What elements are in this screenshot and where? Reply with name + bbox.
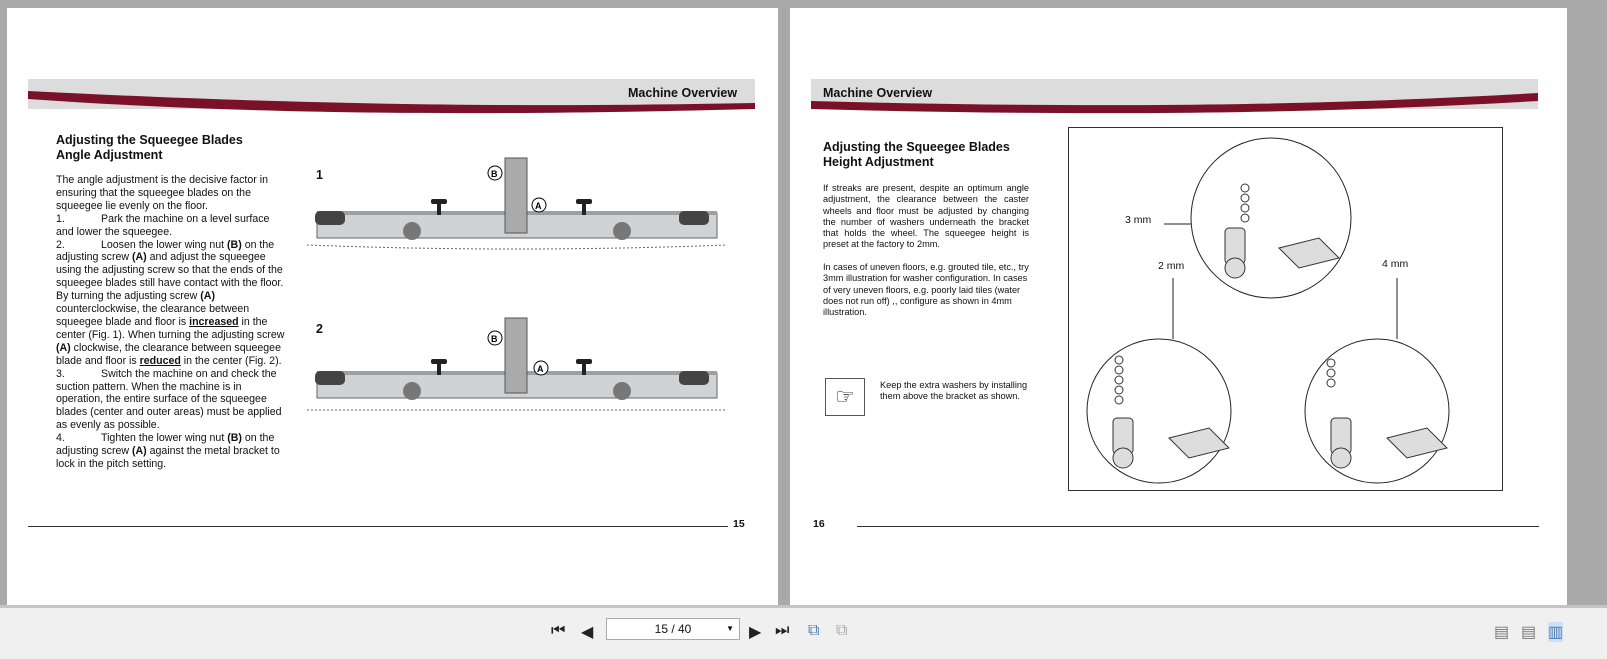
description-text: If streaks are present, despite an optimum angle adjustment, the clearance between the caster wheels and floor must be adjusted by changing the number of washers underneath the bracket that holds the wheel. The squeegee height is preset at the factory to 2mm. In cases of uneven floors, e.g. grouted tile, etc., try 3mm illustration for washer configuration. In cases of very uneven floors, e.g. poorly laid tiles (water does not run off) ,, configure as shown in 4mm illustration. (823, 183, 1029, 318)
footer-rule (857, 526, 1539, 527)
callout-b: B (491, 169, 498, 179)
header-title: Machine Overview (628, 86, 738, 100)
first-page-button[interactable]: ⏮ (551, 622, 566, 639)
previous-page-button[interactable]: ◀ (581, 624, 594, 641)
last-page-button[interactable]: ⏭ (775, 622, 790, 639)
next-view-icon[interactable]: ⧉ (836, 622, 848, 639)
note-text: Keep the extra washers by installing them above the bracket as shown. (880, 380, 1028, 402)
single-page-view-icon[interactable]: ▤ (1494, 624, 1510, 641)
squeegee-figure-1 (307, 153, 727, 263)
svg-text:A: A (537, 364, 544, 374)
next-page-button[interactable]: ▶ (749, 624, 762, 641)
svg-text:B: B (491, 334, 498, 344)
label-2mm: 2 mm (1158, 260, 1185, 272)
label-3mm: 3 mm (1125, 214, 1152, 226)
page-number: 16 (813, 518, 825, 530)
page-15 (7, 8, 778, 605)
page-number: 15 (733, 518, 745, 530)
figure-1-label: 1 (316, 168, 323, 182)
previous-view-icon[interactable]: ⧉ (808, 622, 820, 639)
callout-a: A (535, 201, 542, 211)
header-title: Machine Overview (823, 86, 933, 100)
section-title: Adjusting the Squeegee Blades Angle Adjustment (56, 133, 243, 162)
instructions-text: The angle adjustment is the decisive factor in ensuring that the squeegee blades on the squeegee lie evenly on the floor. 1. Park the machine on a level surface and lower the squeegee. 2. Loosen the lower wing nut (B) on the adjusting screw (A) and adjust the squeegee using the adjusting screw so that the ends of the squeegee blades still have contact with the floor. By turning the adjusting screw (A) counterclockwise, the clearance between squeegee blade and floor is increased in the center (Fig. 1). When turning the adjusting screw (A) clockwise, the clearance between squeegee blade and floor is reduced in the center (Fig. 2). 3. Switch the machine on and check the suction pattern. When the machine is in operation, the entire surface of the squeegee blades (center and outer areas) must be applied as evenly as possible. 4. Tighten the lower wing nut (B) on the adjusting screw (A) against the metal bracket to lock in the pitch setting. (56, 174, 285, 470)
pointing-hand-icon: ☞ (825, 378, 865, 416)
footer-rule (28, 526, 728, 527)
page-16 (790, 8, 1567, 605)
squeegee-figure-2 (307, 308, 727, 423)
continuous-view-icon[interactable]: ▤ (1521, 624, 1537, 641)
section-title: Adjusting the Squeegee Blades Height Adjustment (823, 140, 1010, 169)
two-page-view-icon[interactable]: ▥ (1548, 624, 1564, 641)
washer-diagram (1068, 127, 1503, 491)
viewer-toolbar (0, 605, 1607, 659)
label-4mm: 4 mm (1382, 258, 1409, 270)
page-selector[interactable]: 15 / 40 ▼ (606, 618, 740, 640)
chevron-down-icon: ▼ (726, 624, 734, 633)
figure-2-label: 2 (316, 322, 323, 336)
